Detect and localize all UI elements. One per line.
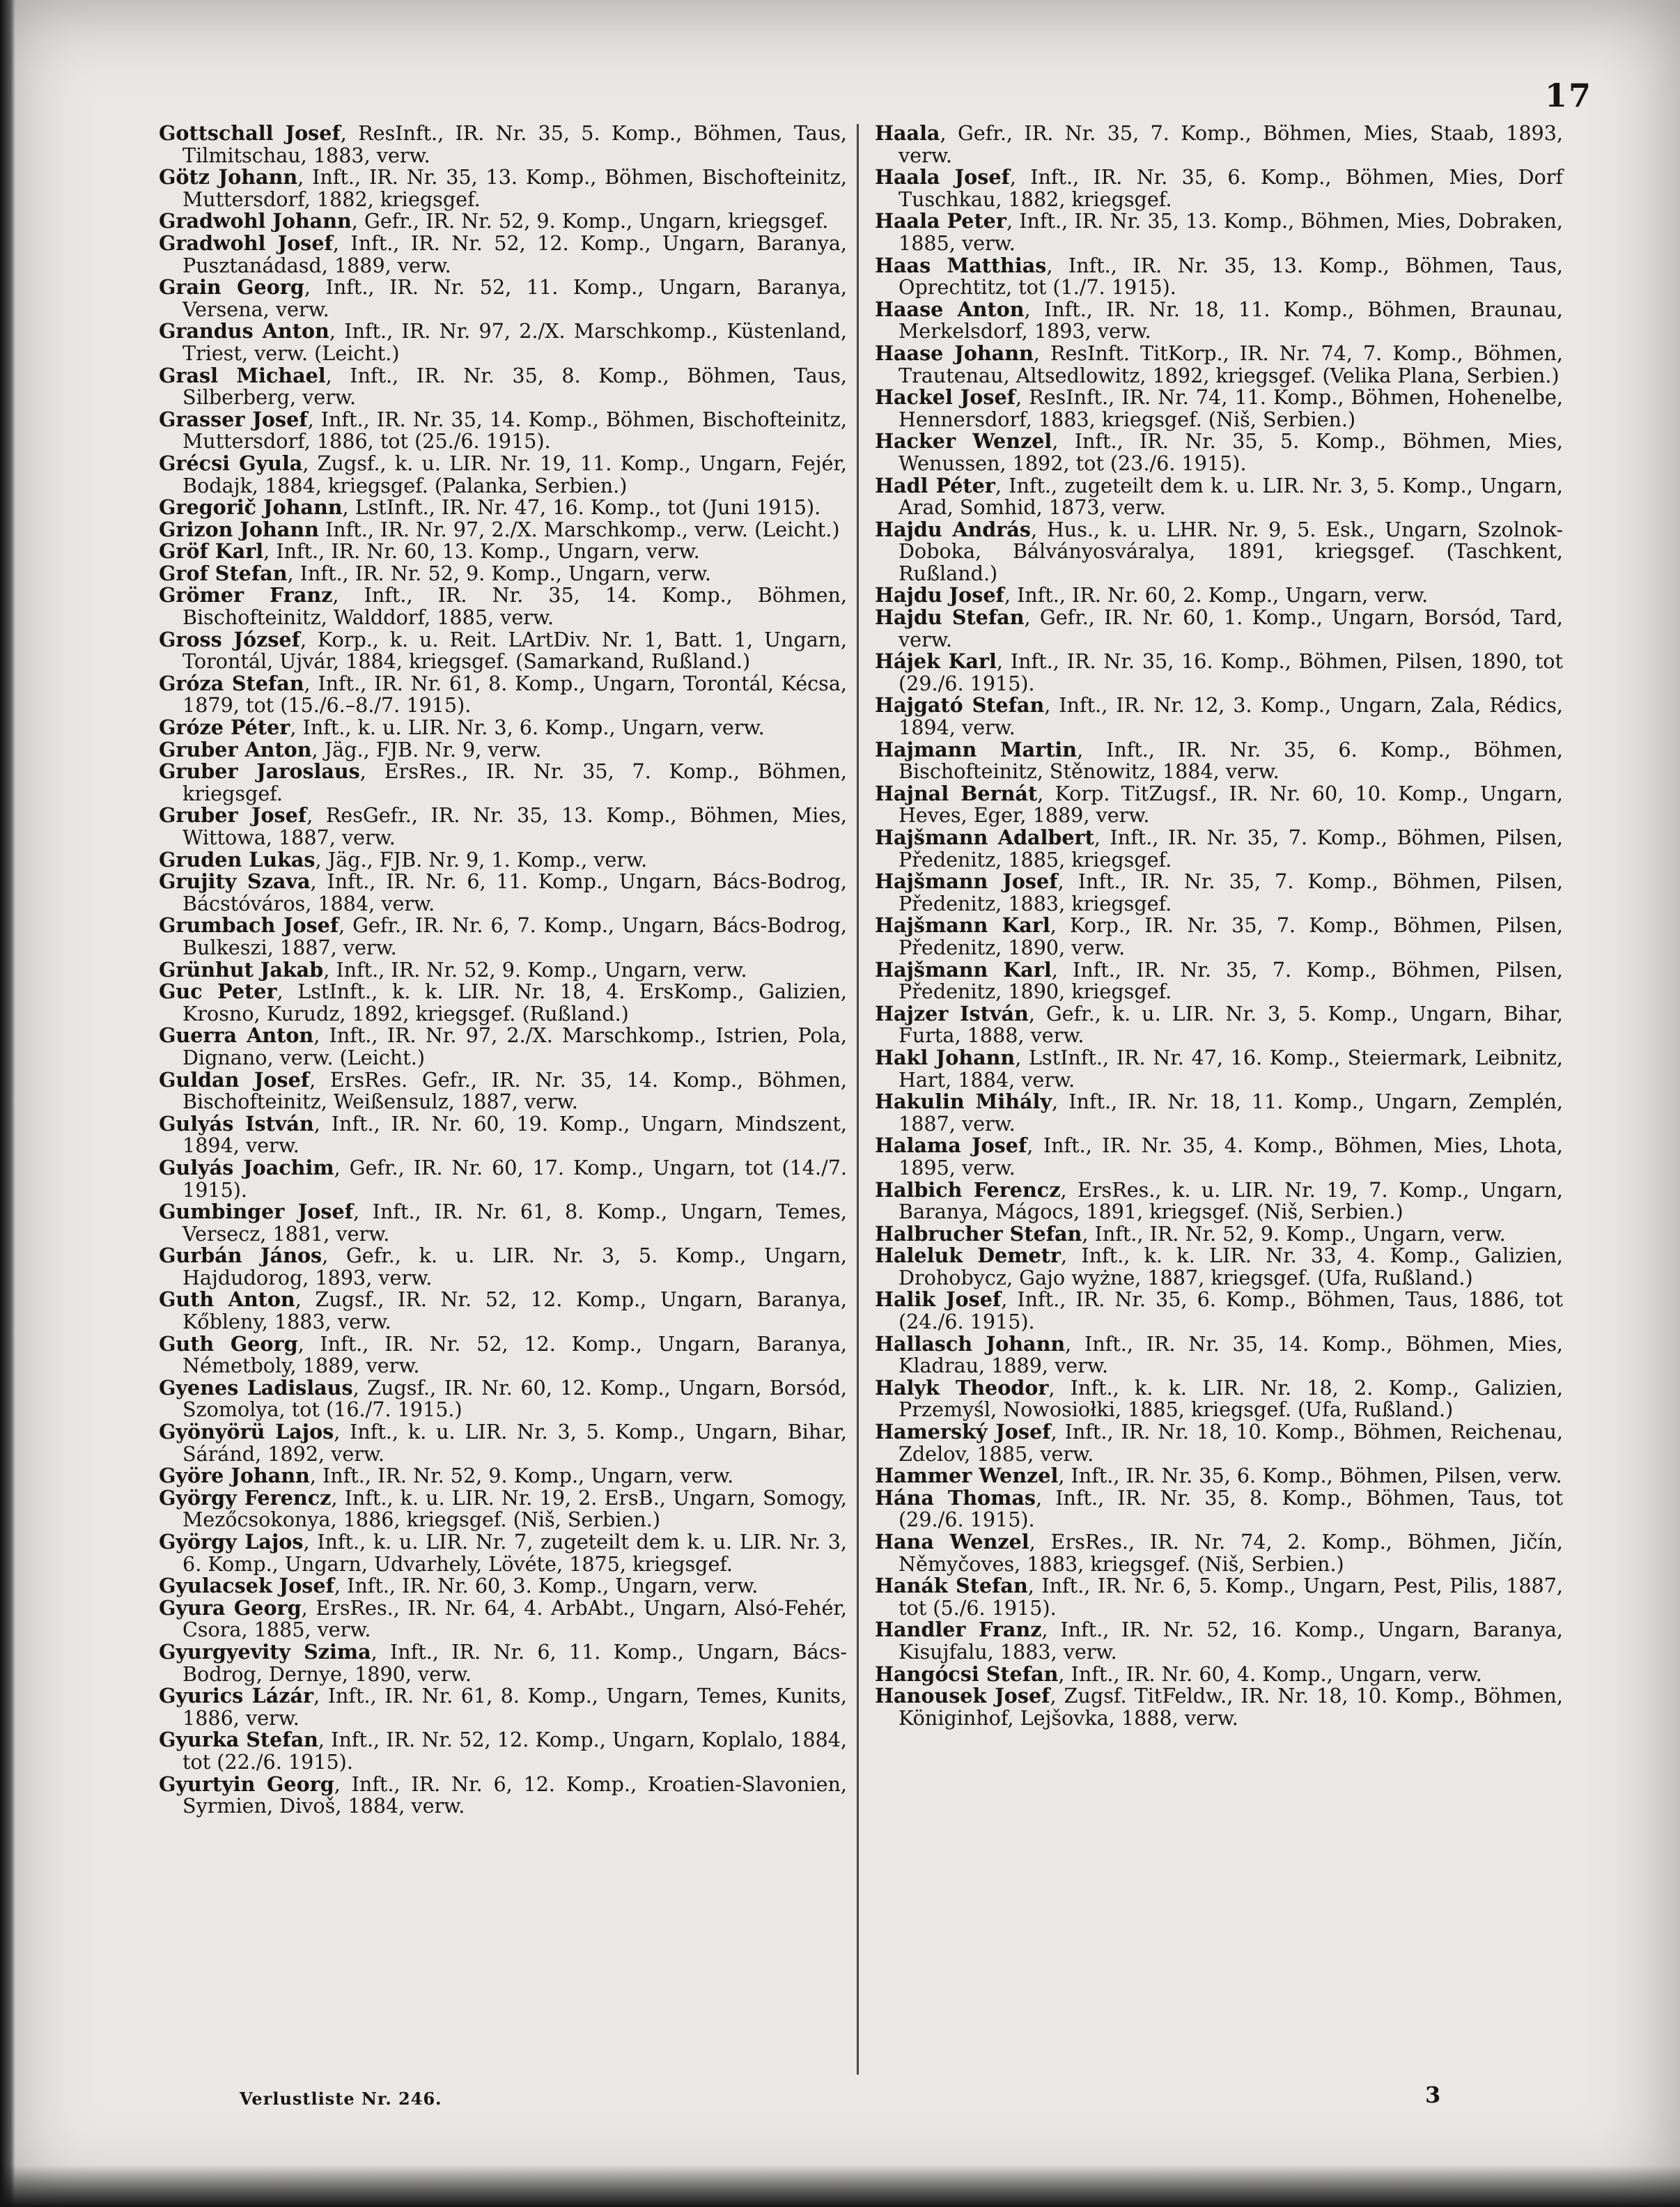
entry-details: , Inft., IR. Nr. 35, 14. Komp., Böhmen, Bischofteinitz, Muttersdorf, 1886, tot (25./6. 1915). (182, 407, 847, 454)
entry-name: Gradwohl Johann (159, 209, 352, 233)
list-entry (875, 695, 1563, 738)
entry-details: , Inft., IR. Nr. 35, 13. Komp., Böhmen, Mies, Dobraken, 1885, verw. (899, 209, 1563, 255)
entry-details: , Inft., k. u. LIR. Nr. 3, 6. Komp., Ungarn, verw. (290, 715, 765, 740)
list-entry (875, 475, 1563, 519)
entry-details: , Korp., k. u. Reit. LArtDiv. Nr. 1, Batt. 1, Ungarn, Torontál, Ujvár, 1884, kriegsgef. (Samarkand, Rußland.) (182, 627, 847, 674)
entry-name: Gyenes Ladislaus (159, 1375, 353, 1400)
entry-details: , Inft., IR. Nr. 61, 8. Komp., Ungarn, Temes, Versecz, 1881, verw. (182, 1200, 847, 1246)
list-entry (159, 210, 847, 233)
scan-edge-bottom (0, 2165, 1680, 2207)
list-entry (875, 1003, 1563, 1047)
page-number: 17 (1544, 77, 1592, 114)
entry-details: , Inft., IR. Nr. 18, 11. Komp., Ungarn, Zemplén, 1887, verw. (899, 1090, 1564, 1136)
entry-details: , LstInft., IR. Nr. 47, 16. Komp., Steiermark, Leibnitz, Hart, 1884, verw. (899, 1045, 1563, 1092)
entry-name: Hajnal Bernát (875, 781, 1038, 805)
entry-details: , Inft., IR. Nr. 35, 5. Komp., Böhmen, Mies, Wenussen, 1892, tot (23./6. 1915). (899, 429, 1564, 475)
entry-name: Hájek Karl (875, 649, 997, 674)
entry-name: Gyurgyevity Szima (159, 1639, 371, 1664)
entry-name: Gruber Anton (159, 737, 312, 761)
entry-name: Guth Georg (159, 1331, 298, 1356)
entry-name: Haase Anton (875, 297, 1025, 321)
entry-name: Gyurtyin Georg (159, 1772, 334, 1796)
list-entry (159, 739, 847, 761)
entry-name: Hamerský Josef (875, 1420, 1051, 1444)
list-entry (159, 320, 847, 364)
list-entry (159, 1641, 847, 1685)
entry-name: Grumbach Josef (159, 913, 339, 938)
entry-name: Gulyás István (159, 1111, 314, 1136)
entry-name: Gróze Péter (159, 715, 290, 740)
entry-details: , Inft., IR. Nr. 35, 13. Komp., Böhmen, Taus, Oprechtitz, tot (1./7. 1915). (899, 253, 1563, 300)
entry-details: , Inft., IR. Nr. 12, 3. Komp., Ungarn, Zala, Rédics, 1894, verw. (899, 693, 1563, 740)
list-entry (159, 233, 847, 277)
list-entry (159, 717, 847, 739)
entry-name: Halyk Theodor (875, 1375, 1049, 1400)
list-entry (159, 981, 847, 1025)
entry-name: Grof Stefan (159, 561, 288, 585)
entry-name: Hackel Josef (875, 385, 1016, 410)
list-entry (875, 1487, 1563, 1531)
entry-name: Hallasch Johann (875, 1331, 1066, 1356)
list-entry (159, 1113, 847, 1157)
entry-details: , Inft., IR. Nr. 52, 9. Komp., Ungarn, verw. (309, 1464, 734, 1488)
list-entry (159, 629, 847, 673)
entry-name: Grécsi Gyula (159, 451, 303, 475)
list-entry (875, 739, 1563, 783)
entry-details: , Inft., IR. Nr. 52, 12. Komp., Ungarn, Baranya, Pusztanádasd, 1889, verw. (182, 231, 847, 277)
entry-details: , Inft., IR. Nr. 52, 9. Komp., Ungarn, verw. (1082, 1221, 1506, 1246)
entry-details: , Inft., IR. Nr. 35, 13. Komp., Böhmen, Bischofteinitz, Muttersdorf, 1882, kriegsgef. (182, 165, 848, 211)
entry-name: Guerra Anton (159, 1023, 314, 1048)
entry-name: György Lajos (159, 1530, 304, 1554)
list-entry (159, 1157, 847, 1201)
entry-details: , ResInft. TitKorp., IR. Nr. 74, 7. Komp., Böhmen, Trautenau, Altsedlowitz, 1892, kriegsgef. (Velika Plana, Serbien.) (899, 341, 1564, 387)
list-entry (875, 387, 1563, 431)
entry-name: Hammer Wenzel (875, 1464, 1059, 1488)
list-entry (875, 1465, 1563, 1487)
entry-details: , LstInft., IR. Nr. 47, 16. Komp., tot (Juni 1915). (342, 495, 821, 520)
list-entry (875, 1421, 1563, 1465)
list-entry (875, 1289, 1563, 1333)
list-entry (875, 783, 1563, 827)
entry-details: , Jäg., FJB. Nr. 9, verw. (311, 737, 542, 761)
entry-name: Hanousek Josef (875, 1684, 1050, 1708)
entry-details: , Inft., IR. Nr. 35, 6. Komp., Böhmen, Mies, Dorf Tuschkau, 1882, kriegsgef. (899, 165, 1563, 211)
list-entry (159, 1025, 847, 1069)
entry-name: Gurbán János (159, 1244, 322, 1268)
entry-name: Hanák Stefan (875, 1574, 1028, 1598)
list-entry (159, 959, 847, 982)
list-entry (875, 343, 1563, 387)
list-entry (159, 1531, 847, 1575)
column-divider (857, 124, 859, 2075)
entry-details: , Zugsf. TitFeldw., IR. Nr. 18, 10. Komp., Böhmen, Königinhof, Lejšovka, 1888, verw. (899, 1684, 1563, 1730)
entry-name: Gruden Lukas (159, 847, 316, 872)
entry-details: , Inft., IR. Nr. 35, 6. Komp., Böhmen, Bischofteinitz, Stěnowitz, 1884, verw. (899, 737, 1563, 784)
entry-name: Hadl Péter (875, 473, 995, 497)
entry-name: Grujity Szava (159, 869, 311, 894)
list-entry (875, 123, 1563, 167)
list-entry (875, 1575, 1563, 1619)
entry-name: Gross József (159, 627, 300, 651)
list-entry (159, 1377, 847, 1421)
entry-details: , ErsRes., IR. Nr. 35, 7. Komp., Böhmen, kriegsgef. (182, 759, 848, 805)
entry-details: , Inft., IR. Nr. 35, 16. Komp., Böhmen, Pilsen, 1890, tot (29./6. 1915). (899, 649, 1564, 695)
entry-details: , Inft., IR. Nr. 35, 4. Komp., Böhmen, Mies, Lhota, 1895, verw. (899, 1133, 1563, 1179)
entry-name: Grasser Josef (159, 407, 308, 431)
entry-details: , Inft., IR. Nr. 35, 14. Komp., Böhmen, Bischofteinitz, Walddorf, 1885, verw. (182, 583, 847, 630)
list-entry (159, 519, 847, 541)
entry-details: , Inft., IR. Nr. 6, 12. Komp., Kroatien-Slavonien, Syrmien, Divoš, 1884, verw. (182, 1772, 847, 1818)
entry-name: Grizon Johann (159, 517, 319, 541)
entry-name: Hajšmann Karl (875, 913, 1050, 938)
entry-name: Hajšmann Karl (875, 957, 1052, 982)
list-entry (875, 431, 1563, 474)
entry-details: , ErsRes., IR. Nr. 74, 2. Komp., Böhmen, Jičín, Němyčoves, 1883, kriegsgef. (Niš, Serbien.) (899, 1530, 1563, 1576)
entry-details: , Inft., IR. Nr. 60, 4. Komp., Ungarn, verw. (1058, 1662, 1482, 1686)
entry-name: Hajzer István (875, 1001, 1029, 1025)
list-entry (875, 1377, 1563, 1421)
entry-name: Gyura Georg (159, 1595, 302, 1620)
entry-details: , Inft., zugeteilt dem k. u. LIR. Nr. 3, 5. Komp., Ungarn, Arad, Somhid, 1873, verw. (899, 473, 1563, 520)
list-entry (159, 1597, 847, 1641)
entry-details: , Inft., IR. Nr. 60, 19. Komp., Ungarn, Mindszent, 1894, verw. (182, 1111, 847, 1158)
list-entry (159, 123, 847, 167)
list-entry (159, 849, 847, 872)
entry-details: , Inft., IR. Nr. 60, 13. Komp., Ungarn, verw. (263, 539, 700, 564)
entry-name: Haala Josef (875, 165, 1010, 189)
entry-name: Hakulin Mihály (875, 1090, 1052, 1114)
list-entry (875, 1531, 1563, 1575)
list-entry (875, 519, 1563, 585)
list-entry (159, 673, 847, 717)
entry-name: Hacker Wenzel (875, 429, 1052, 454)
entry-details: , Inft., IR. Nr. 35, 8. Komp., Böhmen, Taus, Silberberg, verw. (182, 363, 847, 410)
entry-name: Grömer Franz (159, 583, 333, 607)
entry-details: , Inft., IR. Nr. 60, 3. Komp., Ungarn, verw. (334, 1574, 759, 1598)
list-entry (875, 915, 1563, 959)
entry-details: , Inft., IR. Nr. 52, 9. Komp., Ungarn, verw. (323, 957, 747, 982)
entry-details: , Inft., IR. Nr. 60, 2. Komp., Ungarn, verw. (1004, 583, 1429, 607)
entry-name: Gregorič Johann (159, 495, 343, 520)
entry-details: , Inft., IR. Nr. 6, 11. Komp., Ungarn, Bács-Bodrog, Dernye, 1890, verw. (182, 1639, 847, 1686)
entry-name: Haala (875, 121, 940, 145)
list-entry (875, 584, 1563, 607)
entry-name: Haas Matthias (875, 253, 1047, 277)
entry-details: , Inft., IR. Nr. 35, 7. Komp., Böhmen, Pilsen, Předenitz, 1890, kriegsgef. (899, 957, 1563, 1004)
list-entry (159, 1289, 847, 1333)
list-entry (159, 1774, 847, 1818)
entry-details: , ResGefr., IR. Nr. 35, 13. Komp., Böhmen, Mies, Wittowa, 1887, verw. (182, 803, 848, 849)
list-entry (875, 1685, 1563, 1729)
list-entry (159, 805, 847, 849)
list-entry (159, 563, 847, 585)
entry-details: , Inft., IR. Nr. 35, 6. Komp., Böhmen, Pilsen, verw. (1058, 1464, 1562, 1488)
entry-name: Györe Johann (159, 1464, 310, 1488)
list-entry (159, 1333, 847, 1377)
entry-name: Hajgató Stefan (875, 693, 1045, 718)
list-entry (159, 1575, 847, 1597)
entry-name: Haase Johann (875, 341, 1034, 365)
entry-name: Hakl Johann (875, 1045, 1016, 1069)
scan-edge-left (0, 0, 15, 2207)
entry-name: Gyulacsek Josef (159, 1574, 334, 1598)
list-entry (159, 1465, 847, 1487)
list-entry (159, 453, 847, 497)
entry-name: Grasl Michael (159, 363, 326, 387)
entry-details: , ResInft., IR. Nr. 35, 5. Komp., Böhmen, Taus, Tilmitschau, 1883, verw. (182, 121, 847, 167)
entry-name: Halik Josef (875, 1287, 1002, 1312)
list-entry (875, 1664, 1563, 1686)
list-entry (875, 651, 1563, 695)
list-entry (159, 1487, 847, 1531)
list-entry (875, 1619, 1563, 1663)
entry-details: Inft., IR. Nr. 97, 2./X. Marschkomp., verw. (Leicht.) (318, 517, 840, 541)
footer-signature: Verlustliste Nr. 246. (240, 2089, 442, 2109)
entry-name: Hajdu András (875, 517, 1031, 541)
left-column (159, 123, 847, 1818)
entry-details: , Zugsf., IR. Nr. 52, 12. Komp., Ungarn, Baranya, Kőbleny, 1883, verw. (182, 1287, 847, 1334)
list-entry (875, 299, 1563, 343)
entry-name: Halama Josef (875, 1133, 1027, 1158)
entry-details: , Korp., IR. Nr. 35, 7. Komp., Böhmen, Pilsen, Předenitz, 1890, verw. (899, 913, 1563, 959)
list-entry (159, 365, 847, 409)
entry-name: Hajšmann Josef (875, 869, 1058, 894)
list-entry (159, 1685, 847, 1729)
list-entry (875, 871, 1563, 915)
entry-details: , Gefr., k. u. LIR. Nr. 3, 5. Komp., Ungarn, Bihar, Furta, 1888, verw. (899, 1001, 1564, 1048)
list-entry (875, 1223, 1563, 1246)
list-entry (159, 761, 847, 805)
entry-details: , Jäg., FJB. Nr. 9, 1. Komp., verw. (315, 847, 648, 872)
entry-details: , Inft., IR. Nr. 18, 11. Komp., Böhmen, Braunau, Merkelsdorf, 1893, verw. (899, 297, 1563, 343)
list-entry (159, 584, 847, 628)
entry-name: Hangócsi Stefan (875, 1662, 1059, 1686)
entry-name: Hajšmann Adalbert (875, 826, 1094, 849)
entry-name: Halbrucher Stefan (875, 1221, 1082, 1246)
entry-details: , Inft., IR. Nr. 52, 9. Komp., Ungarn, verw. (287, 561, 711, 585)
entry-details: , Inft., IR. Nr. 97, 2./X. Marschkomp., Istrien, Pola, Dignano, verw. (Leicht.) (182, 1023, 847, 1069)
list-entry (159, 1069, 847, 1113)
list-entry (159, 915, 847, 959)
entry-name: Hána Thomas (875, 1485, 1036, 1510)
entry-details: , Inft., IR. Nr. 97, 2./X. Marschkomp., Küstenland, Triest, verw. (Leicht.) (182, 319, 847, 365)
entry-details: , Hus., k. u. LHR. Nr. 9, 5. Esk., Ungarn, Szolnok-Doboka, Bálványosváralya, 1891, kriegsgef. (Taschkent, Rußland.) (899, 517, 1563, 585)
right-column (875, 123, 1563, 1729)
entry-name: Gruber Jaroslaus (159, 759, 360, 784)
list-entry (875, 1245, 1563, 1289)
entry-details: , Inft., IR. Nr. 35, 6. Komp., Böhmen, Taus, 1886, tot (24./6. 1915). (899, 1287, 1563, 1334)
entry-details: , Inft., IR. Nr. 6, 11. Komp., Ungarn, Bács-Bodrog, Bácstóváros, 1884, verw. (182, 869, 847, 915)
entry-name: Götz Johann (159, 165, 298, 189)
entry-details: , Zugsf., k. u. LIR. Nr. 19, 11. Komp., Ungarn, Fejér, Bodajk, 1884, kriegsgef. (Palanka, Serbien.) (182, 451, 847, 497)
entry-name: Grain Georg (159, 275, 304, 300)
entry-name: Haleluk Demetr (875, 1244, 1061, 1268)
list-entry (875, 1179, 1563, 1223)
entry-details: , Inft., IR. Nr. 61, 8. Komp., Ungarn, Temes, Kunits, 1886, verw. (182, 1684, 847, 1730)
entry-name: Haala Peter (875, 209, 1006, 233)
list-entry (159, 1201, 847, 1245)
entry-details: , Inft., IR. Nr. 52, 16. Komp., Ungarn, Baranya, Kisujfalu, 1883, verw. (899, 1618, 1563, 1664)
entry-name: Hajdu Stefan (875, 605, 1025, 630)
entry-details: , Gefr., k. u. LIR. Nr. 3, 5. Komp., Ungarn, Hajdudorog, 1893, verw. (182, 1244, 847, 1290)
entry-details: , ResInft., IR. Nr. 74, 11. Komp., Böhmen, Hohenelbe, Hennersdorf, 1883, kriegsgef. (Niš, Serbien.) (899, 385, 1564, 431)
entry-details: , Inft., IR. Nr. 52, 12. Komp., Ungarn, Baranya, Németboly, 1889, verw. (182, 1331, 847, 1378)
list-entry (159, 409, 847, 453)
entry-details: , LstInft., k. k. LIR. Nr. 18, 4. ErsKomp., Galizien, Krosno, Kurudz, 1892, kriegsgef. (Rußland.) (182, 979, 847, 1025)
entry-details: , Inft., IR. Nr. 61, 8. Komp., Ungarn, Torontál, Kécsa, 1879, tot (15./6.–8./7. 1915). (182, 671, 847, 718)
entry-name: Gyurka Stefan (159, 1728, 318, 1752)
entry-details: , Inft., k. u. LIR. Nr. 19, 2. ErsB., Ungarn, Somogy, Mezőcsokonya, 1886, kriegsgef. (Niš, Serbien.) (182, 1485, 847, 1532)
entry-details: , ErsRes., IR. Nr. 64, 4. ArbAbt., Ungarn, Alsó-Fehér, Csora, 1885, verw. (182, 1595, 847, 1642)
entry-name: Gradwohl Josef (159, 231, 333, 255)
entry-details: , Inft., IR. Nr. 6, 5. Komp., Ungarn, Pest, Pilis, 1887, tot (5./6. 1915). (899, 1574, 1564, 1620)
entry-name: Handler Franz (875, 1618, 1042, 1642)
entry-details: , Inft., k. u. LIR. Nr. 7, zugeteilt dem k. u. LIR. Nr. 3, 6. Komp., Ungarn, Udvarhely, Lövéte, 1875, kriegsgef. (182, 1530, 847, 1576)
list-entry (875, 255, 1563, 299)
entry-details: , Inft., k. k. LIR. Nr. 18, 2. Komp., Galizien, Przemyśl, Nowosiołki, 1885, kriegsgef. (Ufa, Rußland.) (899, 1375, 1563, 1422)
entry-details: , Gefr., IR. Nr. 6, 7. Komp., Ungarn, Bács-Bodrog, Bulkeszi, 1887, verw. (182, 913, 847, 959)
entry-details: , Gefr., IR. Nr. 35, 7. Komp., Böhmen, Mies, Staab, 1893, verw. (899, 121, 1563, 167)
entry-details: , Inft., IR. Nr. 35, 14. Komp., Böhmen, Mies, Kladrau, 1889, verw. (899, 1331, 1563, 1378)
list-entry (159, 167, 847, 210)
entry-name: Guldan Josef (159, 1067, 310, 1092)
entry-details: , Inft., IR. Nr. 52, 12. Komp., Ungarn, Koplalo, 1884, tot (22./6. 1915). (182, 1728, 847, 1774)
entry-details: , Inft., IR. Nr. 35, 7. Komp., Böhmen, Pilsen, Předenitz, 1883, kriegsgef. (899, 869, 1563, 915)
entry-name: Gulyás Joachim (159, 1155, 334, 1179)
entry-details: , Inft., k. k. LIR. Nr. 33, 4. Komp., Galizien, Drohobycz, Gajo wyżne, 1887, kriegsgef. (Ufa, Rußland.) (899, 1244, 1563, 1290)
entry-name: Gumbinger Josef (159, 1200, 353, 1224)
list-entry (159, 1245, 847, 1289)
entry-details: , Gefr., IR. Nr. 52, 9. Komp., Ungarn, kriegsgef. (351, 209, 829, 233)
entry-name: Gyönyörü Lajos (159, 1420, 334, 1444)
entry-details: , Gefr., IR. Nr. 60, 17. Komp., Ungarn, tot (14./7. 1915). (182, 1155, 847, 1202)
entry-name: Hajdu Josef (875, 583, 1004, 607)
list-entry (159, 871, 847, 915)
list-entry (875, 1135, 1563, 1179)
entry-details: , ErsRes., k. u. LIR. Nr. 19, 7. Komp., Ungarn, Baranya, Mágocs, 1891, kriegsgef. (Niš, Serbien.) (899, 1177, 1563, 1224)
entry-details: , Inft., IR. Nr. 35, 8. Komp., Böhmen, Taus, tot (29./6. 1915). (899, 1485, 1563, 1532)
entry-name: Gottschall Josef (159, 121, 341, 145)
list-entry (159, 1729, 847, 1773)
list-entry (875, 607, 1563, 651)
entry-name: Gyurics Lázár (159, 1684, 314, 1708)
entry-details: , Inft., IR. Nr. 18, 10. Komp., Böhmen, Reichenau, Zdelov, 1885, verw. (899, 1420, 1563, 1466)
list-entry (159, 497, 847, 519)
entry-name: Guc Peter (159, 979, 277, 1004)
entry-name: Hajmann Martin (875, 737, 1078, 761)
list-entry (875, 210, 1563, 254)
list-entry (875, 1333, 1563, 1377)
list-entry (159, 541, 847, 563)
entry-details: , ErsRes. Gefr., IR. Nr. 35, 14. Komp., Böhmen, Bischofteinitz, Weißensulz, 1887, verw. (182, 1067, 847, 1114)
entry-details: , Gefr., IR. Nr. 60, 1. Komp., Ungarn, Borsód, Tard, verw. (899, 605, 1563, 651)
entry-name: Gróza Stefan (159, 671, 304, 695)
entry-name: Halbich Ferencz (875, 1177, 1061, 1202)
list-entry (875, 167, 1563, 210)
list-entry (875, 1091, 1563, 1135)
entry-name: Guth Anton (159, 1287, 295, 1312)
entry-details: , Inft., IR. Nr. 52, 11. Komp., Ungarn, Baranya, Versena, verw. (182, 275, 848, 321)
entry-details: , Korp. TitZugsf., IR. Nr. 60, 10. Komp., Ungarn, Heves, Eger, 1889, verw. (899, 781, 1563, 828)
list-entry (159, 1421, 847, 1465)
footer-sheet-number: 3 (1425, 2082, 1441, 2108)
entry-name: György Ferencz (159, 1485, 332, 1510)
entry-name: Gruber Josef (159, 803, 307, 828)
entry-details: , Inft., IR. Nr. 35, 7. Komp., Böhmen, Pilsen, Předenitz, 1885, kriegsgef. (899, 826, 1563, 872)
entry-name: Hana Wenzel (875, 1530, 1029, 1554)
list-entry (875, 1047, 1563, 1091)
list-entry (875, 959, 1563, 1003)
entry-details: , Inft., k. u. LIR. Nr. 3, 5. Komp., Ungarn, Bihar, Sáránd, 1892, verw. (182, 1420, 847, 1466)
list-entry (159, 277, 847, 320)
entry-name: Gröf Karl (159, 539, 264, 564)
entry-details: , Zugsf., IR. Nr. 60, 12. Komp., Ungarn, Borsód, Szomolya, tot (16./7. 1915.) (182, 1375, 847, 1422)
list-entry (875, 827, 1563, 871)
entry-name: Grandus Anton (159, 319, 329, 343)
entry-name: Grünhut Jakab (159, 957, 324, 982)
